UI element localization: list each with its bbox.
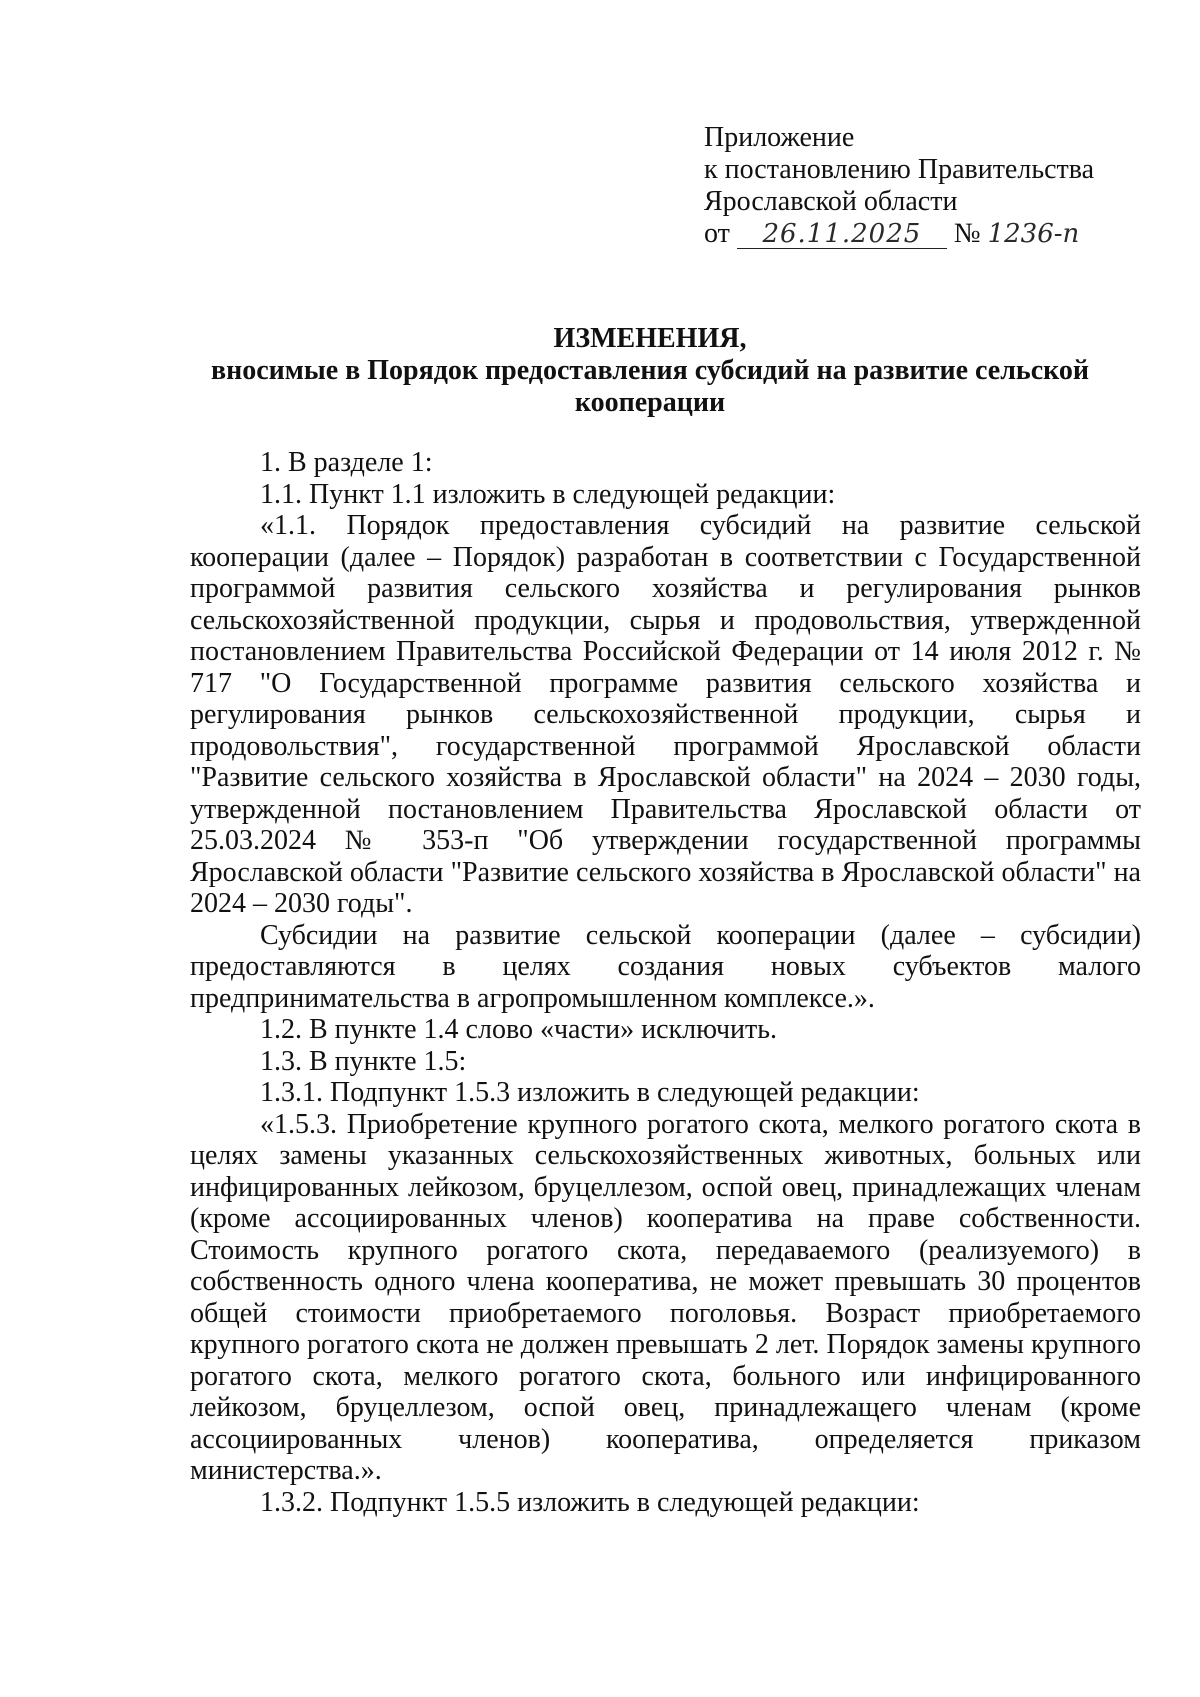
paragraph: 1.3.1. Подпункт 1.5.3 изложить в следующей редакции: bbox=[260, 1077, 920, 1108]
handwritten-date: 26.11.2025 bbox=[737, 220, 947, 249]
appendix-block bbox=[704, 122, 1164, 250]
appendix-line-3: Ярославской области bbox=[704, 186, 958, 217]
number-label: № bbox=[953, 218, 981, 249]
document-subtitle-line-2: кооперации bbox=[574, 387, 726, 418]
paragraph: 1.2. В пункте 1.4 слово «части» исключить. bbox=[260, 1014, 778, 1045]
appendix-date-number-line bbox=[704, 218, 1164, 250]
appendix-line-2: к постановлению Правительства bbox=[704, 154, 1095, 185]
paragraph: 1.3.2. Подпункт 1.5.5 изложить в следующей редакции: bbox=[260, 1486, 920, 1518]
from-label: от bbox=[704, 218, 730, 249]
paragraph: «1.1. Порядок предоставления субсидий на развитие сельской кооперации (далее – Порядок) разработан в соответствии с Государственной программой развития сельского хозяйства и регулирования рынков сельскохозяйственной продукции, сырья и продовольствия, утвержденной постановлением Правительства Российской Федерации от 14 июля 2012 г. № 717 "О Государственной программе развития сельского хозяйства и регулирования рынков сельскохозяйственной продукции, сырья и продовольствия", государственной программой Ярославской области "Развитие сельского хозяйства в Ярославской области" на 2024 – 2030 годы, утвержденной постановлением Правительства Ярославской области от 25.03.2024 № 353-п "Об утверждении государственной программы Ярославской области "Развитие сельского хозяйства в Ярославской области" на 2024 – 2030 годы". bbox=[190, 510, 1141, 919]
appendix-line-1: Приложение bbox=[704, 122, 855, 153]
document-subtitle-line-1: вносимые в Порядок предоставления субсидий на развитие сельской bbox=[210, 355, 1090, 386]
handwritten-number: 1236-п bbox=[987, 219, 1080, 249]
paragraph: «1.5.3. Приобретение крупного рогатого скота, мелкого рогатого скота в целях замены указанных сельскохозяйственных животных, больных или инфицированных лейкозом, бруцеллезом, оспой овец, принадлежащих членам (кроме ассоциированных членов) кооператива на праве собственности. Стоимость крупного рогатого скота, передаваемого (реализуемого) в собственность одного члена кооператива, не может превышать 30 процентов общей стоимости приобретаемого поголовья. Возраст приобретаемого крупного рогатого скота не должен превышать 2 лет. Порядок замены крупного рогатого скота, мелкого рогатого скота, больного или инфицированного лейкозом, бруцеллезом, оспой овец, принадлежащего членам (кроме ассоциированных членов) кооператива, определяется приказом министерства.». bbox=[190, 1108, 1141, 1486]
paragraph: 1. В разделе 1: bbox=[260, 447, 433, 478]
paragraph: 1.3. В пункте 1.5: bbox=[260, 1045, 467, 1077]
paragraph: 1.1. Пункт 1.1 изложить в следующей редакции: bbox=[260, 478, 836, 510]
document-body bbox=[190, 447, 1141, 1518]
paragraph: Субсидии на развитие сельской кооперации (далее – субсидии) предоставляются в целях создания новых субъектов малого предпринимательства в агропромышленном комплексе.». bbox=[190, 919, 1141, 1014]
document-heading: ИЗМЕНЕНИЯ, bbox=[553, 323, 747, 354]
